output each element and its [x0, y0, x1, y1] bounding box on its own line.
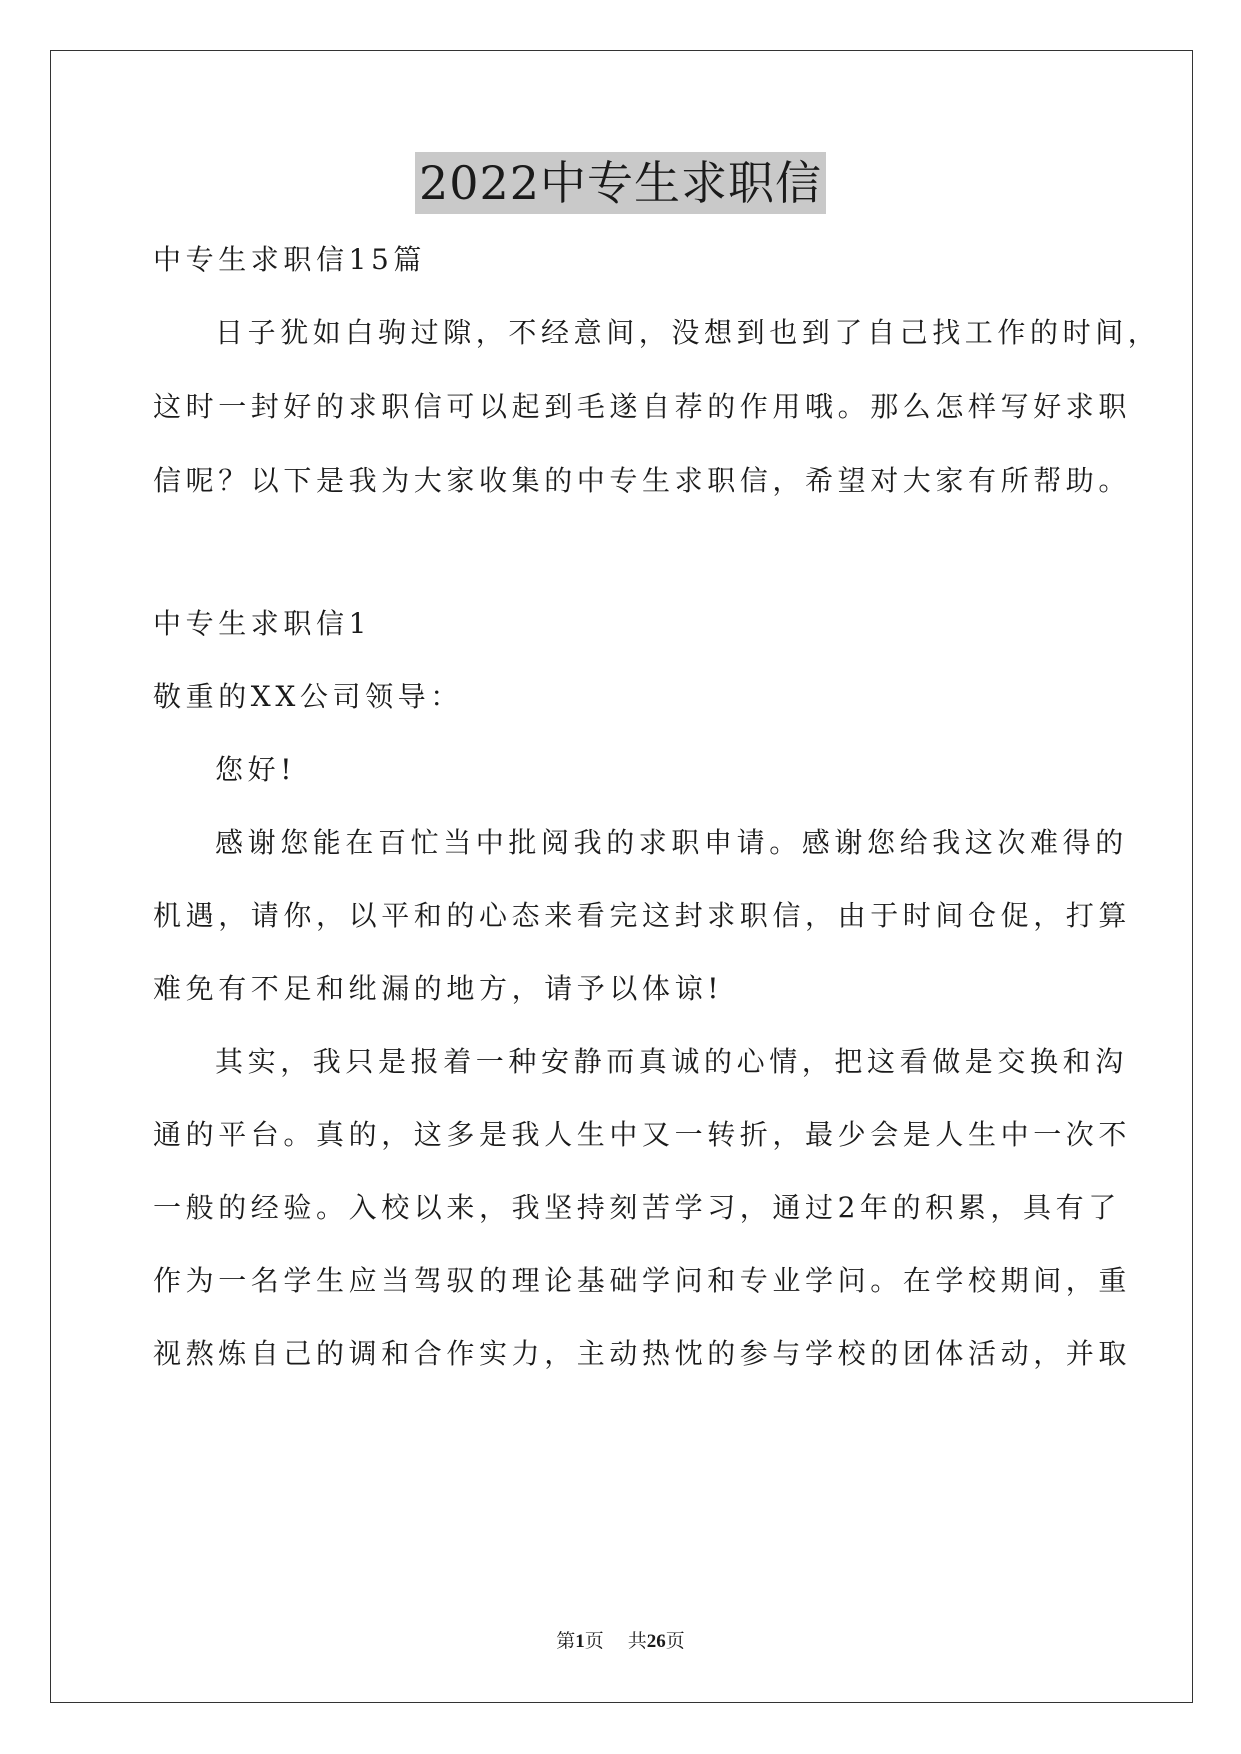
greeting: 您好! — [215, 753, 297, 786]
salutation: 敬重的XX公司领导： — [153, 680, 463, 713]
page-border — [50, 50, 1193, 1703]
paragraph-line: 难免有不足和纰漏的地方，请予以体谅! — [153, 972, 724, 1005]
total-suffix: 页 — [665, 1631, 685, 1652]
document-subtitle: 中专生求职信15篇 — [153, 243, 427, 276]
paragraph-line: 感谢您能在百忙当中批阅我的求职申请。感谢您给我这次难得的 — [215, 826, 1128, 859]
total-prefix: 共 — [627, 1631, 647, 1652]
intro-line: 信呢？以下是我为大家收集的中专生求职信，希望对大家有所帮助。 — [153, 464, 1132, 497]
page-suffix: 页 — [584, 1631, 604, 1652]
document-title: 2022中专生求职信 — [415, 152, 826, 214]
intro-line: 这时一封好的求职信可以起到毛遂自荐的作用哦。那么怎样写好求职 — [153, 390, 1132, 423]
paragraph-line: 通的平台。真的，这多是我人生中又一转折，最少会是人生中一次不 — [153, 1118, 1132, 1151]
intro-line: 日子犹如白驹过隙，不经意间，没想到也到了自己找工作的时间， — [215, 316, 1161, 349]
title-container — [0, 152, 1241, 214]
paragraph-line: 一般的经验。入校以来，我坚持刻苦学习，通过2年的积累，具有了 — [153, 1191, 1121, 1224]
paragraph-line: 其实，我只是报着一种安静而真诚的心情，把这看做是交换和沟 — [215, 1045, 1128, 1078]
paragraph-line: 视熬炼自己的调和合作实力，主动热忱的参与学校的团体活动，并取 — [153, 1337, 1132, 1370]
current-page-number: 1 — [575, 1631, 585, 1652]
page-prefix: 第 — [556, 1631, 576, 1652]
paragraph-line: 作为一名学生应当驾驭的理论基础学问和专业学问。在学校期间，重 — [153, 1264, 1132, 1297]
page-footer — [0, 1629, 1241, 1655]
total-page-count: 26 — [646, 1631, 666, 1652]
section-heading: 中专生求职信1 — [153, 607, 372, 640]
paragraph-line: 机遇，请你，以平和的心态来看完这封求职信，由于时间仓促，打算 — [153, 899, 1132, 932]
